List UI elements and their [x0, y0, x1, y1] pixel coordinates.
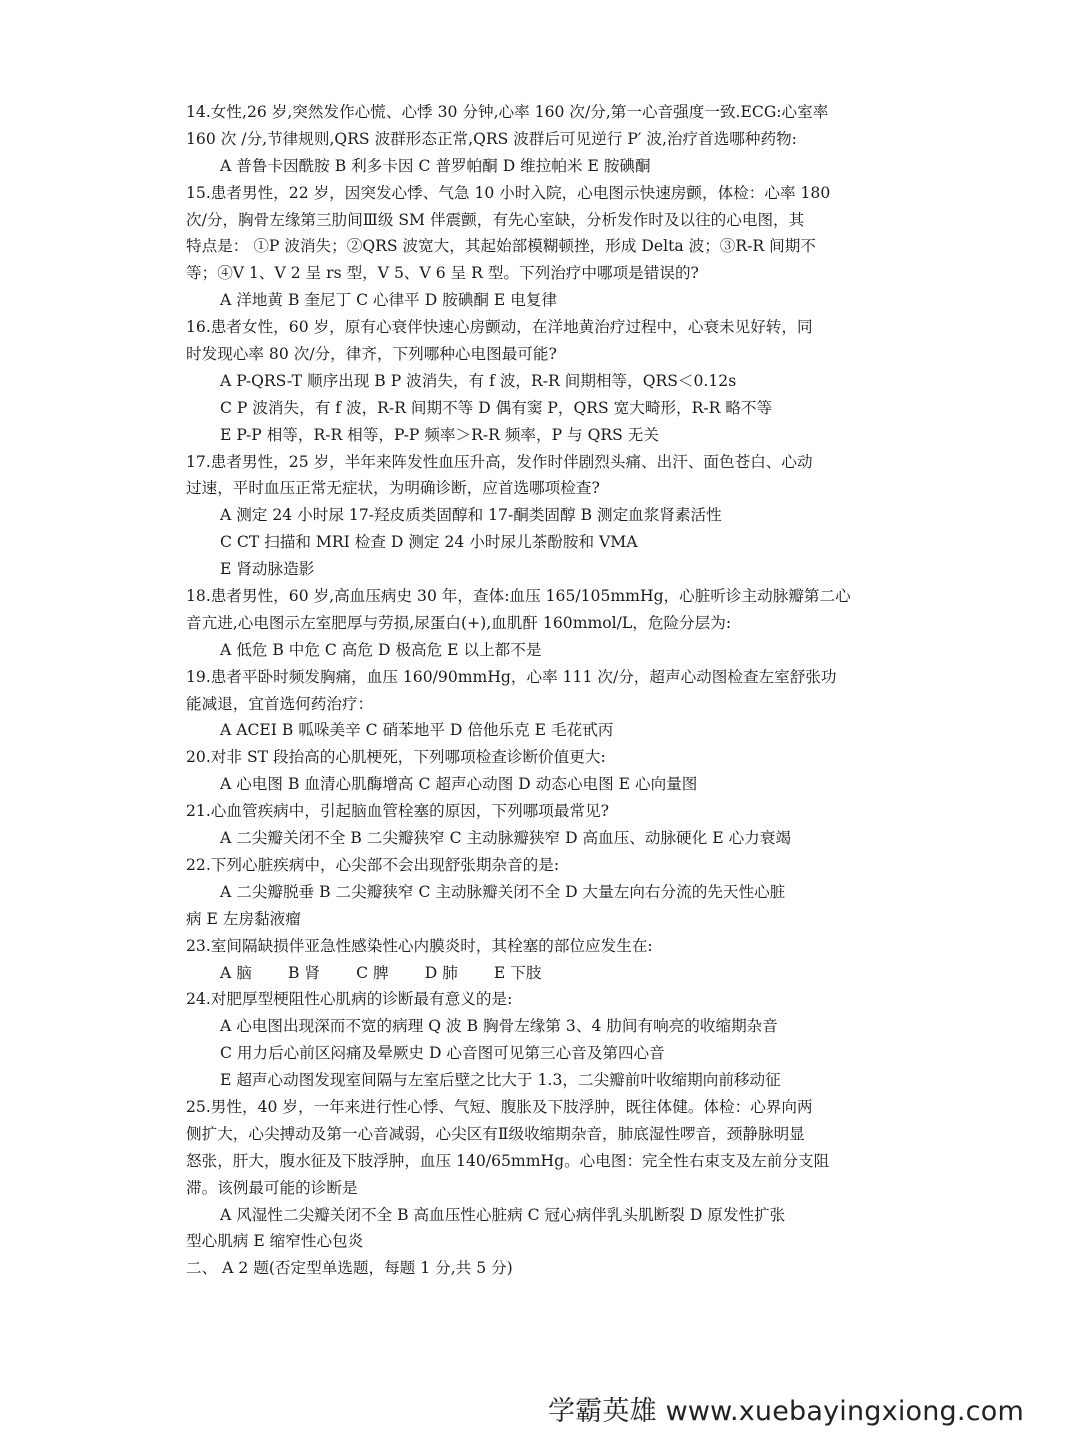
question-text-line: 二、 A 2 题(否定型单选题，每题 1 分,共 5 分): [186, 1259, 513, 1278]
question-text-line: 23.室间隔缺损伴亚急性感染性心内膜炎时，其栓塞的部位应发生在:: [186, 936, 653, 955]
answer-options-line: A 二尖瓣脱垂 B 二尖瓣狭窄 C 主动脉瓣关闭不全 D 大量左向右分流的先天性心脏: [220, 882, 786, 901]
question-text-line: 怒张，肝大，腹水征及下肢浮肿，血压 140/65mmHg。心电图：完全性右束支及左前分支阻: [186, 1151, 830, 1170]
answer-options-line: A P-QRS-T 顺序出现 B P 波消失，有 f 波，R-R 间期相等，QRS＜0.12s: [220, 371, 737, 390]
answer-options-line: E P-P 相等，R-R 相等，P-P 频率＞R-R 频率，P 与 QRS 无关: [220, 425, 659, 444]
answer-options-line: E 肾动脉造影: [220, 560, 315, 579]
answer-options-line: C P 波消失，有 f 波，R-R 间期不等 D 偶有窦 P，QRS 宽大畸形，R-R 略不等: [220, 398, 773, 417]
answer-options-line: E 超声心动图发现室间隔与左室后壁之比大于 1.3，二尖瓣前叶收缩期向前移动征: [220, 1071, 781, 1090]
answer-options-line: A 心电图出现深而不宽的病理 Q 波 B 胸骨左缘第 3、4 肋间有响亮的收缩期杂音: [220, 1017, 778, 1036]
question-text-line: 24.对肥厚型梗阻性心肌病的诊断最有意义的是:: [186, 990, 513, 1009]
question-text-line: 过速，平时血压正常无症状，为明确诊断，应首选哪项检查?: [186, 479, 600, 498]
answer-options-line: C CT 扫描和 MRI 检查 D 测定 24 小时尿儿茶酚胺和 VMA: [220, 533, 638, 552]
question-text-line: 18.患者男性，60 岁,高血压病史 30 年，查体:血压 165/105mmHg，心脏听诊主动脉瓣第二心: [186, 587, 851, 606]
question-text-line: 滞。该例最可能的诊断是: [186, 1178, 358, 1197]
answer-options-line: A ACEI B 呱哚美辛 C 硝苯地平 D 倍他乐克 E 毛花甙丙: [220, 721, 614, 740]
question-text-line: 17.患者男性，25 岁，半年来阵发性血压升高，发作时伴剧烈头痛、出汗、面色苍白、心动: [186, 452, 813, 471]
question-text-line: 15.患者男性，22 岁，因突发心悸、气急 10 小时入院，心电图示快速房颤，体检：心率 180: [186, 183, 831, 202]
question-text-line: 21.心血管疾病中，引起脑血管栓塞的原因，下列哪项最常见?: [186, 802, 610, 821]
question-text-line: 22.下列心脏疾病中，心尖部不会出现舒张期杂音的是:: [186, 855, 560, 874]
question-text-line: 音亢进,心电图示左室肥厚与劳损,尿蛋白(+),血肌酐 160mmol/L，危险分层为:: [186, 613, 732, 632]
question-text-line: 侧扩大，心尖搏动及第一心音减弱，心尖区有Ⅱ级收缩期杂音，肺底湿性啰音，颈静脉明显: [186, 1124, 805, 1143]
answer-options-line: A 普鲁卡因酰胺 B 利多卡因 C 普罗帕酮 D 维拉帕米 E 胺碘酮: [220, 156, 651, 175]
answer-options-line: A 二尖瓣关闭不全 B 二尖瓣狭窄 C 主动脉瓣狭窄 D 高血压、动脉硬化 E 心力衰竭: [220, 829, 791, 848]
answer-options-line: A 测定 24 小时尿 17-羟皮质类固醇和 17-酮类固醇 B 测定血浆肾素活性: [220, 506, 722, 525]
site-watermark: 学霸英雄 www.xuebayingxiong.com: [548, 1396, 1024, 1427]
answer-options-line: A 脑 B 肾 C 脾 D 肺 E 下肢: [220, 963, 542, 982]
answer-options-line: C 用力后心前区闷痛及晕厥史 D 心音图可见第三心音及第四心音: [220, 1044, 665, 1063]
question-page: [186, 99, 898, 1282]
question-text-line: 等；④V 1、V 2 呈 rs 型，V 5、V 6 呈 R 型。下列治疗中哪项是错误的?: [186, 264, 699, 283]
question-text-line: 能减退，宜首选何药治疗：: [186, 694, 374, 713]
answer-options-line: A 洋地黄 B 奎尼丁 C 心律平 D 胺碘酮 E 电复律: [220, 291, 558, 310]
question-text-line: 160 次 /分,节律规则,QRS 波群形态正常,QRS 波群后可见逆行 P′ 波,治疗首选哪种药物:: [186, 129, 797, 148]
answer-options-line: A 心电图 B 血清心肌酶增高 C 超声心动图 D 动态心电图 E 心向量图: [220, 775, 698, 794]
question-text-line: 特点是： ①P 波消失；②QRS 波宽大，其起始部模糊顿挫，形成 Delta 波；③R-R 间期不: [186, 237, 816, 256]
question-text-line: 次/分，胸骨左缘第三肋间Ⅲ级 SM 伴震颤，有先心室缺，分析发作时及以往的心电图，其: [186, 210, 805, 229]
question-text-line: 20.对非 ST 段抬高的心肌梗死，下列哪项检查诊断价值更大:: [186, 748, 606, 767]
question-text-line: 14.女性,26 岁,突然发作心慌、心悸 30 分钟,心率 160 次/分,第一心音强度一致.ECG:心室率: [186, 103, 829, 121]
question-text-line: 25.男性，40 岁，一年来进行性心悸、气短、腹胀及下肢浮肿，既往体健。体检：心界向两: [186, 1097, 813, 1116]
answer-options-line: A 风湿性二尖瓣关闭不全 B 高血压性心脏病 C 冠心病伴乳头肌断裂 D 原发性扩张: [220, 1205, 786, 1224]
question-text-line: 型心肌病 E 缩窄性心包炎: [186, 1232, 364, 1251]
answer-options-line: A 低危 B 中危 C 高危 D 极高危 E 以上都不是: [220, 640, 542, 659]
question-text-line: 19.患者平卧时频发胸痛，血压 160/90mmHg，心率 111 次/分，超声心动图检查左室舒张功: [186, 667, 837, 686]
question-text-line: 病 E 左房黏液瘤: [186, 909, 301, 928]
question-text-line: 时发现心率 80 次/分，律齐，下列哪种心电图最可能?: [186, 345, 557, 364]
question-text-line: 16.患者女性，60 岁，原有心衰伴快速心房颤动，在洋地黄治疗过程中，心衰未见好转，同: [186, 318, 813, 337]
